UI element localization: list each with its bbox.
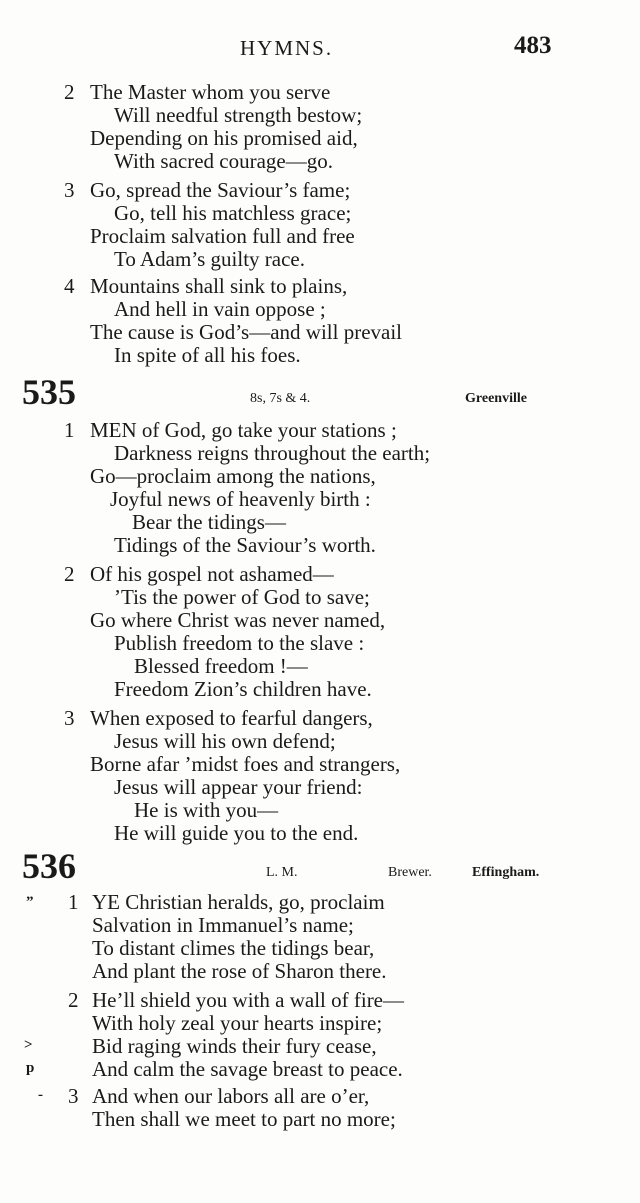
verse-number: 1 [68, 890, 79, 914]
verse-line: To distant climes the tidings bear, [92, 936, 375, 960]
verse-line: To Adam’s guilty race. [114, 247, 305, 271]
verse-line: And hell in vain oppose ; [114, 297, 326, 321]
piano-mark: p [26, 1060, 35, 1076]
page-header [0, 30, 640, 70]
running-title: HYMNS. [240, 36, 334, 60]
verse-number: 1 [64, 418, 75, 442]
verse-number: 2 [64, 80, 75, 104]
composer-name: Brewer. [388, 865, 432, 880]
verse-line: He is with you— [134, 798, 279, 822]
verse-line: ’Tis the power of God to save; [114, 585, 370, 609]
verse-line: He will guide you to the end. [114, 821, 359, 845]
verse-line: Mountains shall sink to plains, [90, 274, 348, 298]
verse-line: Bid raging winds their fury cease, [92, 1034, 377, 1058]
verse-line: Bear the tidings— [132, 510, 286, 534]
verse-line: Of his gospel not ashamed— [90, 562, 334, 586]
verse-line: With sacred courage—go. [114, 149, 333, 173]
verse-line: Go—proclaim among the nations, [90, 464, 376, 488]
verse-line: Joyful news of heavenly birth : [110, 487, 371, 511]
dynamic-mark: ” [26, 894, 34, 910]
verse-line: Proclaim salvation full and free [90, 224, 355, 248]
verse-line: And plant the rose of Sharon there. [92, 959, 387, 983]
forte-mark: > [24, 1037, 33, 1053]
verse-line: Jesus will appear your friend: [114, 775, 363, 799]
tune-name: Greenville [465, 391, 527, 406]
verse-line: Tidings of the Saviour’s worth. [114, 533, 376, 557]
verse-line: Blessed freedom !— [134, 654, 308, 678]
verse-line: Darkness reigns throughout the earth; [114, 441, 431, 465]
verse-line: And calm the savage breast to peace. [92, 1057, 403, 1081]
verse-line: The cause is God’s—and will prevail [90, 320, 403, 344]
verse-line: Will needful strength bestow; [114, 103, 363, 127]
verse-line: Go, spread the Saviour’s fame; [90, 178, 351, 202]
verse-number: 2 [64, 562, 75, 586]
verse-line: YE Christian heralds, go, proclaim [92, 890, 385, 914]
verse-line: Jesus will his own defend; [114, 729, 336, 753]
verse-number: 3 [64, 178, 75, 202]
hymn-number: 536 [22, 846, 76, 886]
verse-line: Publish freedom to the slave : [114, 631, 365, 655]
hymn-meter: 8s, 7s & 4. [250, 391, 311, 406]
verse-line: Then shall we meet to part no more; [92, 1107, 396, 1131]
verse-line: In spite of all his foes. [114, 343, 301, 367]
verse-line: Go, tell his matchless grace; [114, 201, 352, 225]
hymn-meter: L. M. [266, 865, 298, 880]
verse-line: Salvation in Immanuel’s name; [92, 913, 354, 937]
verse-line: MEN of God, go take your stations ; [90, 418, 397, 442]
verse-line: With holy zeal your hearts inspire; [92, 1011, 383, 1035]
verse-number: 3 [68, 1084, 79, 1108]
hymn-number: 535 [22, 372, 76, 412]
verse-number: 2 [68, 988, 79, 1012]
page-number: 483 [514, 32, 552, 59]
verse-line: He’ll shield you with a wall of fire— [92, 988, 405, 1012]
verse-number: 3 [64, 706, 75, 730]
tune-name: Effingham. [472, 865, 540, 880]
verse-line: When exposed to fearful dangers, [90, 706, 373, 730]
verse-number: 4 [64, 274, 75, 298]
verse-line: Borne afar ’midst foes and strangers, [90, 752, 401, 776]
dynamic-mark: - [38, 1087, 43, 1103]
verse-line: The Master whom you serve [90, 80, 331, 104]
verse-line: And when our labors all are o’er, [92, 1084, 370, 1108]
verse-line: Depending on his promised aid, [90, 126, 358, 150]
verse-line: Go where Christ was never named, [90, 608, 386, 632]
verse-line: Freedom Zion’s children have. [114, 677, 372, 701]
